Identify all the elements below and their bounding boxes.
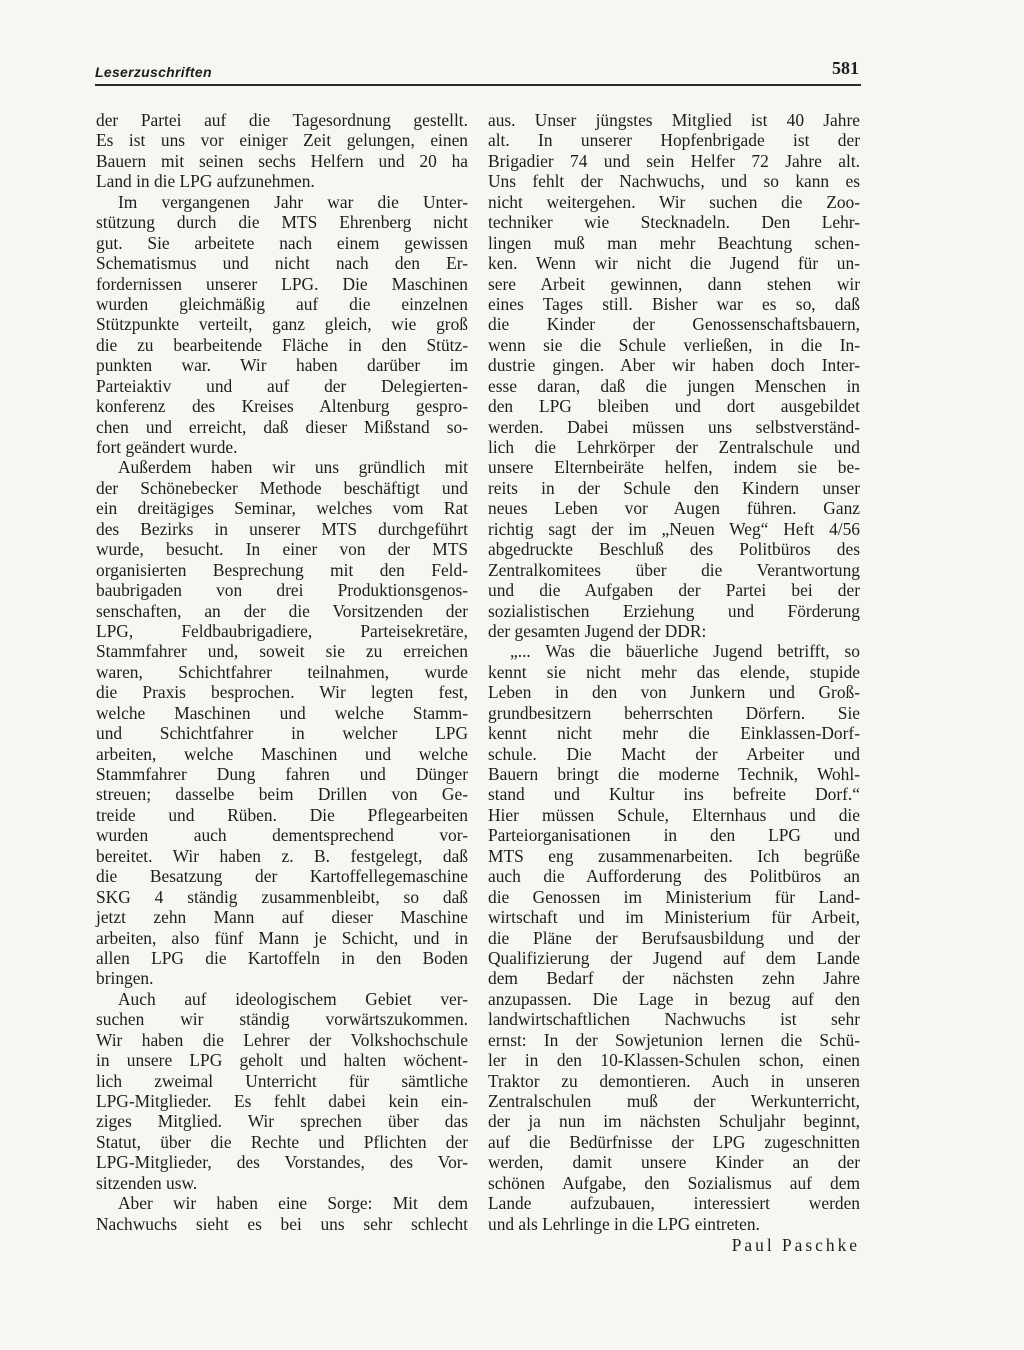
text-line: Statut, über die Rechte und Pflichten der <box>96 1131 468 1152</box>
text-line: Bauern mit seinen sechs Helfern und 20 ha <box>96 150 468 171</box>
text-line: fort geändert wurde. <box>96 437 238 457</box>
page-number: 581 <box>832 58 859 78</box>
text-line: Stammfahrer Dung fahren und Dünger <box>96 764 468 784</box>
running-head: Leserzuschriften <box>95 64 212 80</box>
text-line: organisierten Besprechung mit den Feld- <box>96 559 468 580</box>
text-line: fordernissen unserer LPG. Die Maschinen <box>96 273 468 294</box>
text-line: Zentralkomitees über die Verantwortung <box>488 559 860 580</box>
text-line: alt. In unserer Hopfenbrigade ist der <box>488 130 860 151</box>
text-line: lich die Lehrkörper der Zentralschule und <box>488 437 860 457</box>
text-line: richtig sagt der im „Neuen Weg“ Heft 4/56 <box>488 518 860 539</box>
text-line: Schematismus und nicht nach den Er- <box>96 253 468 274</box>
text-line: ziges Mitglied. Wir sprechen über das <box>96 1111 468 1132</box>
text-line: den LPG bleiben und dort ausgebildet <box>488 396 860 417</box>
text-line: des Bezirks in unserer MTS durchgeführt <box>96 518 468 539</box>
text-line: esse daran, daß die jungen Menschen in <box>488 375 860 396</box>
text-line: Brigadier 74 und sein Helfer 72 Jahre alt. <box>488 150 860 171</box>
text-line: sozialistischen Erziehung und Förderung <box>488 600 860 621</box>
text-line: Zentralschulen muß der Werkunterricht, <box>488 1091 860 1111</box>
text-line: ernst: In der Sowjetunion lernen die Schü- <box>488 1029 860 1050</box>
text-line: Qualifizierung der Jugend auf dem Lande <box>488 947 860 968</box>
text-line: gut. Sie arbeitete nach einem gewissen <box>96 232 468 253</box>
text-line: suchen wir ständig vorwärtszukommen. <box>96 1009 468 1030</box>
text-line: allen LPG die Kartoffeln in den Boden <box>96 947 468 968</box>
text-line: Stützpunkte verteilt, ganz gleich, wie groß <box>96 314 468 335</box>
left-column <box>96 110 468 1234</box>
text-line: ken. Wenn wir nicht die Jugend für un- <box>488 253 860 274</box>
text-line: Wir haben die Lehrer der Volkshochschule <box>96 1029 468 1050</box>
text-line: wurden gleichmäßig auf die einzelnen <box>96 293 468 314</box>
text-line: konferenz des Kreises Altenburg gespro- <box>96 396 468 417</box>
text-line: sitzenden usw. <box>96 1172 198 1193</box>
text-line: Hier müssen Schule, Elternhaus und die <box>488 804 860 825</box>
text-line: Aber wir haben eine Sorge: Mit dem <box>118 1193 468 1214</box>
text-line: neues Leben vor Augen führen. Ganz <box>488 498 860 519</box>
text-line: stützung durch die MTS Ehrenberg nicht <box>96 212 468 233</box>
text-line: LPG-Mitglieder. Es fehlt dabei kein ein- <box>96 1091 468 1111</box>
text-line: auch die Aufforderung des Politbüros an <box>488 866 860 887</box>
text-line: punkten war. Wir haben darüber im <box>96 355 468 376</box>
text-line: und die Aufgaben der Partei bei der <box>488 580 860 601</box>
text-line: wurde, besucht. In einer von der MTS <box>96 539 468 560</box>
text-line: stand und Kultur ins befreite Dorf.“ <box>488 784 860 805</box>
text-line: grundbesitzern beherrschten Dörfern. Sie <box>488 702 860 723</box>
text-line: auf die Bedürfnisse der LPG zugeschnitten <box>488 1131 860 1152</box>
text-line: chen und erreicht, daß dieser Mißstand so- <box>96 416 468 437</box>
text-line: Leben in den von Junkern und Groß- <box>488 682 860 703</box>
text-line: die zu bearbeitende Fläche in den Stütz- <box>96 334 468 355</box>
text-line: schule. Die Macht der Arbeiter und <box>488 743 860 764</box>
text-line: abgedruckte Beschluß des Politbüros des <box>488 539 860 560</box>
text-line: Außerdem haben wir uns gründlich mit <box>118 457 468 478</box>
text-line: „... Was die bäuerliche Jugend betrifft, so <box>510 641 860 662</box>
text-line: Land in die LPG aufzunehmen. <box>96 171 315 192</box>
text-line: die Genossen im Ministerium für Land- <box>488 886 860 907</box>
text-line: Nachwuchs sieht es bei uns sehr schlecht <box>96 1213 468 1234</box>
text-line: treide und Rüben. Die Pflegearbeiten <box>96 804 468 825</box>
text-line: die Praxis besprochen. Wir legten fest, <box>96 682 468 703</box>
text-line: und als Lehrlinge in die LPG eintreten. <box>488 1213 760 1234</box>
text-line: der ja nun im nächsten Schuljahr beginnt, <box>488 1111 860 1132</box>
text-line: Im vergangenen Jahr war die Unter- <box>118 191 468 212</box>
text-line: lich zweimal Unterricht für sämtliche <box>96 1070 468 1091</box>
text-line: anzupassen. Die Lage in bezug auf den <box>488 988 860 1009</box>
text-line: LPG-Mitglieder, des Vorstandes, des Vor- <box>96 1152 468 1173</box>
text-line: wirtschaft und im Ministerium für Arbeit, <box>488 907 860 928</box>
text-line: und Schichtfahrer in welcher LPG <box>96 723 468 744</box>
text-line: MTS eng zusammenarbeiten. Ich begrüße <box>488 845 860 866</box>
text-line: Uns fehlt der Nachwuchs, und so kann es <box>488 171 860 192</box>
text-line: techniker wie Stecknadeln. Den Lehr- <box>488 212 860 233</box>
text-line: die Pläne der Berufsausbildung und der <box>488 927 860 948</box>
text-line: ler in den 10-Klassen-Schulen schon, einen <box>488 1050 860 1071</box>
text-line: arbeiten, welche Maschinen und welche <box>96 743 468 764</box>
text-line: welche Maschinen und welche Stamm- <box>96 702 468 723</box>
text-line: bereitet. Wir haben z. B. festgelegt, daß <box>96 845 468 866</box>
text-line: senschaften, an der die Vorsitzenden der <box>96 600 468 621</box>
text-line: Auch auf ideologischem Gebiet ver- <box>118 988 468 1009</box>
text-line: LPG, Feldbaubrigadiere, Parteisekretäre, <box>96 620 468 641</box>
text-line: Traktor zu demontieren. Auch in unseren <box>488 1070 860 1091</box>
text-line: werden. Dabei müssen uns selbstverständ- <box>488 416 860 437</box>
text-line: wenn sie die Schule verließen, in die In- <box>488 334 860 355</box>
text-line: Lande aufzubauen, interessiert werden <box>488 1193 860 1214</box>
text-line: kennt sie nicht mehr das elende, stupide <box>488 661 860 682</box>
text-line: ein dreitägiges Seminar, welches vom Rat <box>96 498 468 519</box>
text-line: der Partei auf die Tagesordnung gestellt. <box>96 110 468 130</box>
text-line: die Kinder der Genossenschaftsbauern, <box>488 314 860 335</box>
text-line: reits in der Schule den Kindern unser <box>488 477 860 498</box>
author-signature: Paul Paschke <box>731 1235 860 1256</box>
text-line: Stammfahrer und, soweit sie zu erreichen <box>96 641 468 662</box>
text-line: unsere Elternbeiräte helfen, indem sie be- <box>488 457 860 478</box>
text-line: Bauern bringt die moderne Technik, Wohl- <box>488 764 860 784</box>
text-line: schönen Aufgabe, den Sozialismus auf dem <box>488 1172 860 1193</box>
text-line: Parteiorganisationen in den LPG und <box>488 825 860 846</box>
text-line: die Besatzung der Kartoffellegemaschine <box>96 866 468 887</box>
text-line: waren, Schichtfahrer teilnahmen, wurde <box>96 661 468 682</box>
text-line: dem Bedarf der nächsten zehn Jahre <box>488 968 860 989</box>
text-line: kennt nicht mehr die Einklassen-Dorf- <box>488 723 860 744</box>
text-line: nicht weitergehen. Wir suchen die Zoo- <box>488 191 860 212</box>
text-line: sere Arbeit gewinnen, dann stehen wir <box>488 273 860 294</box>
page-header <box>95 58 861 86</box>
text-line: eines Tages still. Bisher war es so, daß <box>488 293 860 314</box>
text-line: dustrie gingen. Aber wir haben doch Inter- <box>488 355 860 376</box>
text-line: arbeiten, also fünf Mann je Schicht, und in <box>96 927 468 948</box>
text-line: lingen muß man mehr Beachtung schen- <box>488 232 860 253</box>
text-line: in unsere LPG geholt und halten wöchent- <box>96 1050 468 1071</box>
text-line: der Schönebecker Methode beschäftigt und <box>96 477 468 498</box>
text-line: wurden auch dementsprechend vor- <box>96 825 468 846</box>
text-line: landwirtschaftlichen Nachwuchs ist sehr <box>488 1009 860 1030</box>
text-line: streuen; dasselbe beim Drillen von Ge- <box>96 784 468 805</box>
text-line: Parteiaktiv und auf der Delegierten- <box>96 375 468 396</box>
text-line: jetzt zehn Mann auf dieser Maschine <box>96 907 468 928</box>
text-line: werden, damit unsere Kinder an der <box>488 1152 860 1173</box>
text-line: baubrigaden von drei Produktionsgenos- <box>96 580 468 601</box>
text-line: der gesamten Jugend der DDR: <box>488 620 707 641</box>
text-line: aus. Unser jüngstes Mitglied ist 40 Jahre <box>488 110 860 130</box>
text-line: SKG 4 ständig zusammenbleibt, so daß <box>96 886 468 907</box>
text-line: Es ist uns vor einiger Zeit gelungen, einen <box>96 130 468 151</box>
text-line: bringen. <box>96 968 154 989</box>
right-column <box>488 110 860 1256</box>
